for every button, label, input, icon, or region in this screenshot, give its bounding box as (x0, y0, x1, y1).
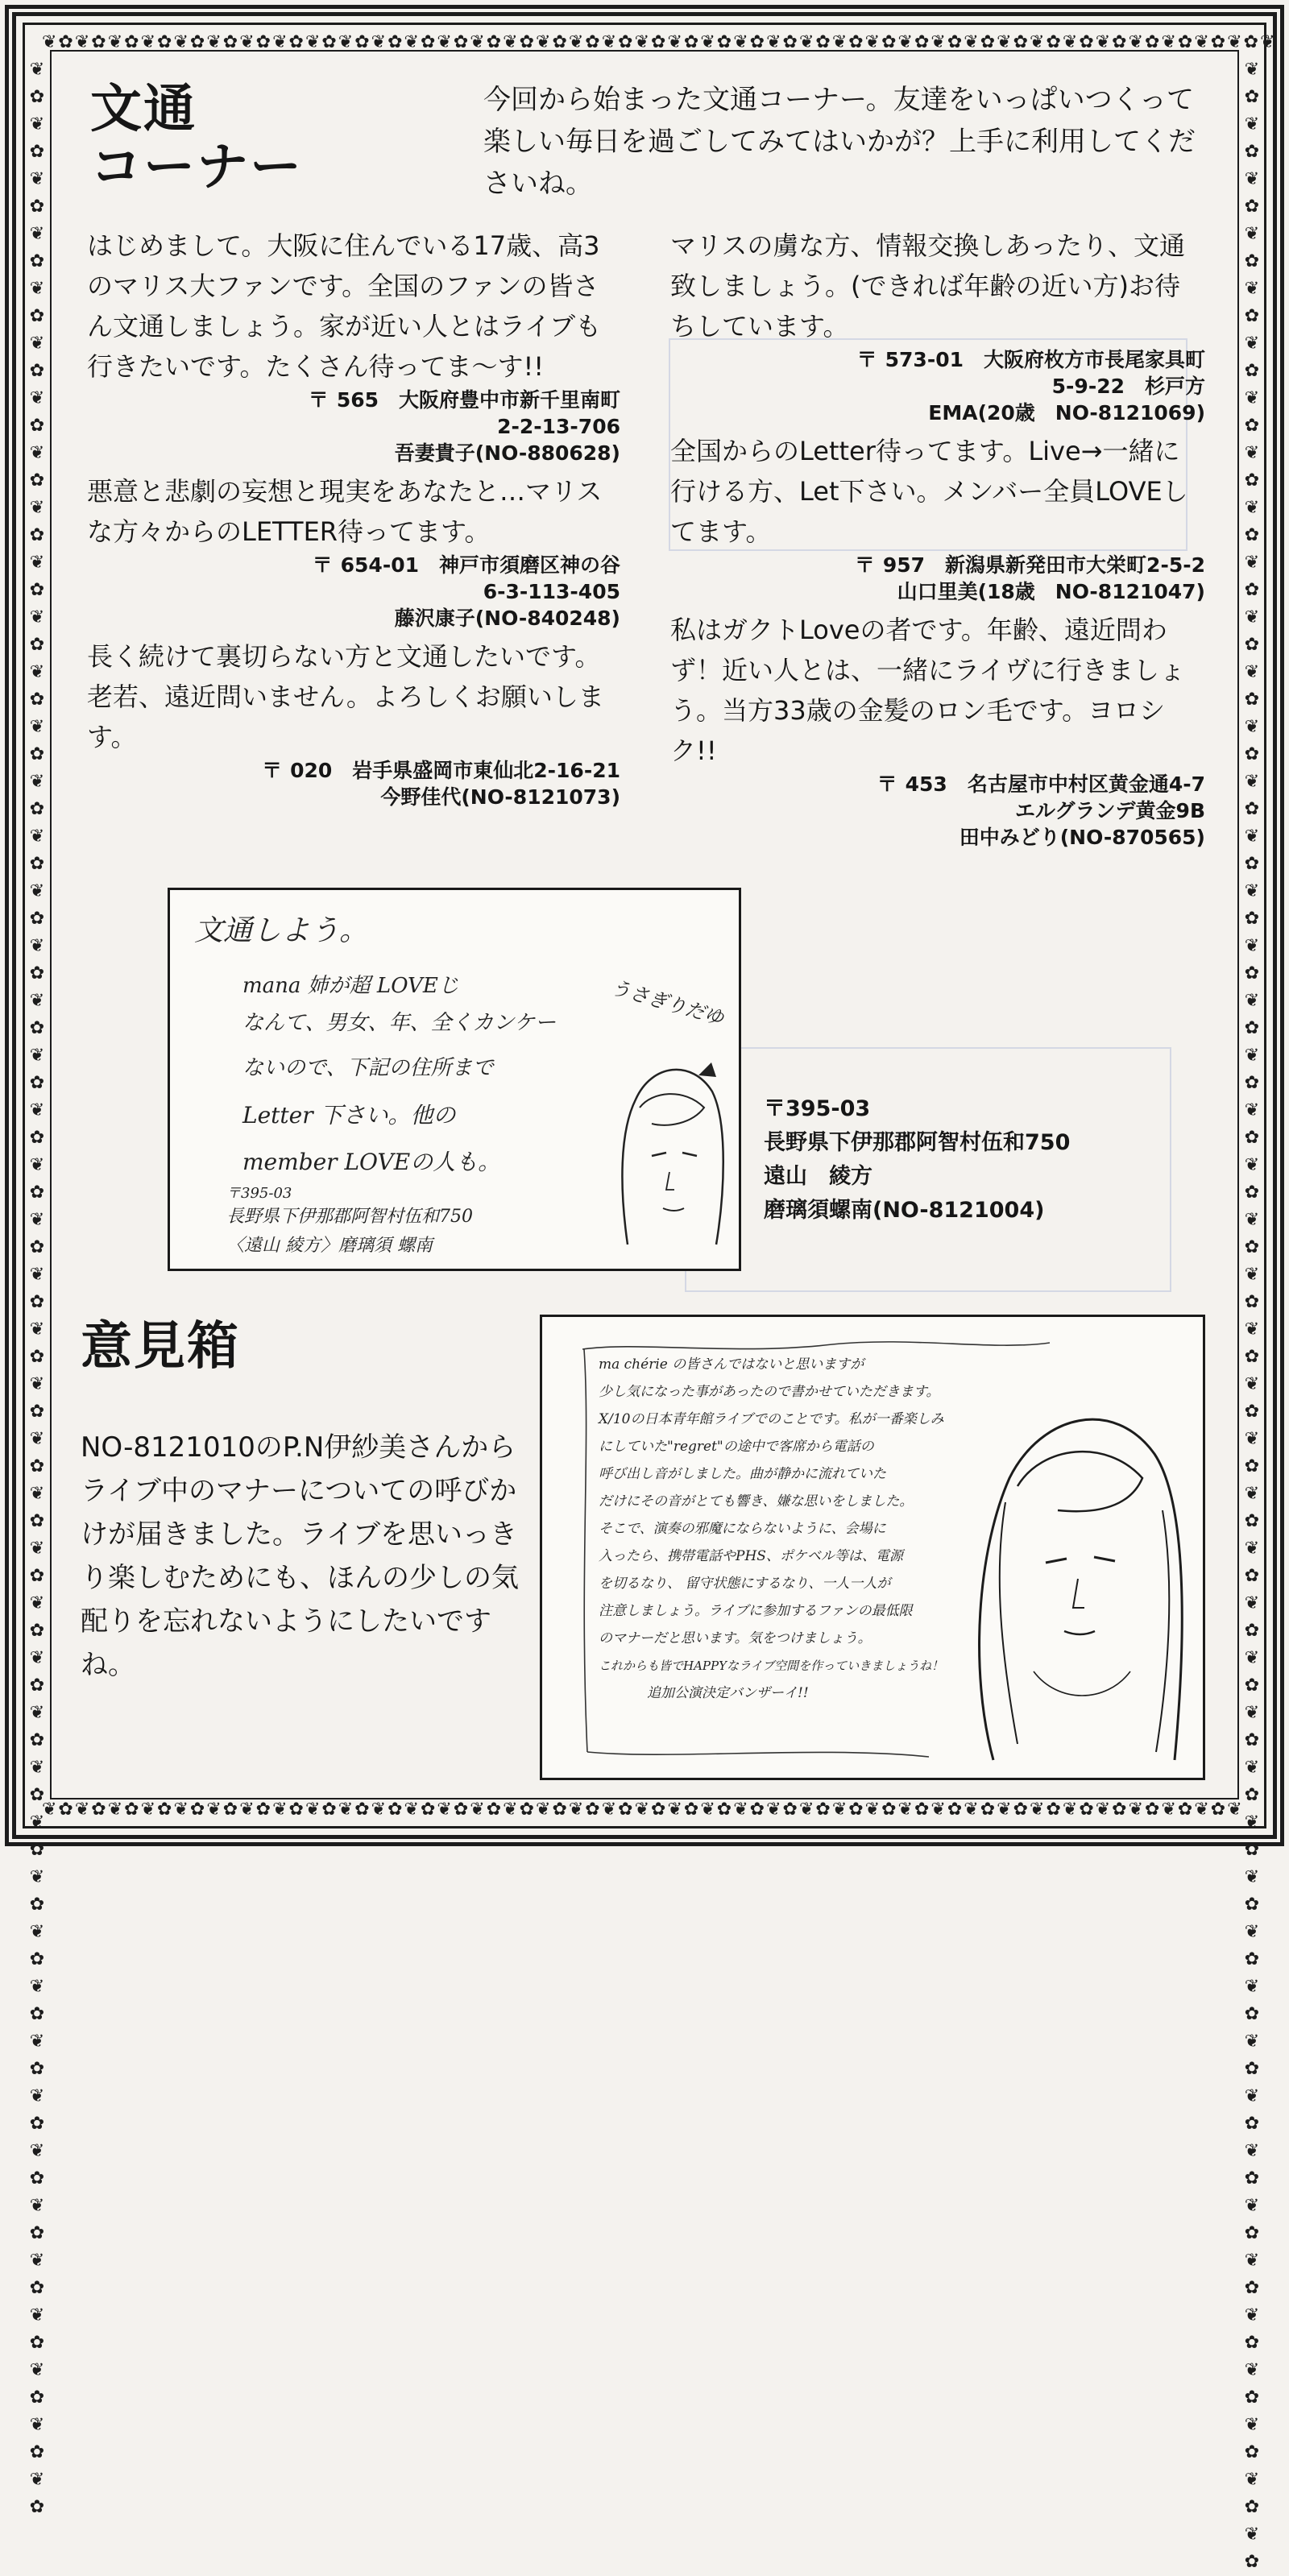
letter-line: これからも皆でHAPPYなライブ空間を作っていきましょうね！ (599, 1659, 944, 1673)
entry-name: 今野佳代(NO-8121073) (380, 785, 620, 809)
card-line: なんて、男女、年、全くカンケー (242, 1011, 556, 1035)
right-column-entries (670, 226, 1205, 855)
address-line-1: 654-01 神戸市須磨区神の谷 (340, 553, 620, 577)
letter-line: 注意しましょう。ライブに参加するファンの最低限 (599, 1603, 913, 1619)
address-line-2: 5-9-22 杉戸方 (1051, 375, 1205, 398)
bottom-ornament-row: ❦✿❦✿❦✿❦✿❦✿❦✿❦✿❦✿❦✿❦✿❦✿❦✿❦✿❦✿❦✿❦✿❦✿❦✿❦✿❦✿❦✿❦✿❦✿❦✿❦✿❦✿❦✿❦✿❦✿❦✿❦✿❦✿❦✿❦✿❦✿❦✿❦ (42, 1799, 1244, 1820)
entry-name: 田中みどり(NO-870565) (959, 826, 1205, 849)
card-line: ないので、下記の住所まで (242, 1056, 494, 1080)
entry-address (670, 346, 1205, 426)
postcode-icon: 〒 (262, 759, 283, 782)
postcode-icon: 〒 (312, 553, 333, 577)
card-line: Letter 下さい。他の (242, 1102, 456, 1129)
entry-name: 藤沢康子(NO-840248) (394, 607, 620, 630)
title-line-2: コーナー (90, 138, 303, 197)
card-line: 文通しよう。 (194, 914, 369, 947)
portrait-sketch (945, 1365, 1195, 1768)
letter-line: 入ったら、携帯電話やPHS、ポケベル等は、電源 (599, 1548, 903, 1564)
address-line-1: 957 新潟県新発田市大栄町2-5-2 (882, 553, 1205, 577)
pen-pal-entry (87, 226, 620, 466)
card-line: 〈遠山 綾方〉磨璃須 螺南 (226, 1236, 433, 1256)
entry-message: 全国からのLetter待ってます。Live→一緒に行ける方、Let下さい。メンバー全員LOVEしてます。 (670, 436, 1188, 547)
letter-line: を切るなり、 留守状態にするなり、一人一人が (599, 1576, 891, 1592)
entry-address (87, 387, 620, 466)
postcode-icon: 〒 (856, 348, 877, 371)
letter-line: 少し気になった事があったので書かせていただきます。 (599, 1384, 940, 1400)
address-line-1: 453 名古屋市中村区黄金通4-7 (905, 772, 1205, 796)
entry-name: 山口里美(18歳 NO-8121047) (897, 580, 1205, 603)
opinion-body: NO-8121010のP.N伊紗美さんからライブ中のマナーについての呼びかけが届きました。ライブを思いっきり楽しむためにも、ほんの少しの気配りを忘れないようにしたいですね。 (81, 1431, 519, 1681)
portrait-sketch (603, 1043, 732, 1261)
entry-message: 悪意と悲劇の妄想と現実をあなたと…マリスな方々からのLETTER待ってます。 (87, 476, 603, 547)
entry-message: 長く続けて裏切らない方と文通したいです。老若、遠近問いません。よろしくお願いします。 (87, 641, 604, 752)
pen-pal-entry (670, 226, 1205, 426)
entry-name: EMA(20歳 NO-8121069) (928, 401, 1205, 425)
card-address: 長野県下伊那郡阿智村伍和750 (764, 1130, 1071, 1155)
entry-address (87, 757, 620, 810)
entry-address (87, 552, 620, 632)
card-line: mana 姉が超 LOVEじ (242, 974, 459, 998)
address-line-2: エルグランデ黄金9B (1015, 799, 1205, 822)
letter-line: 呼び出し音がしました。曲が静かに流れていた (599, 1466, 886, 1482)
entry-message: はじめまして。大阪に住んでいる17歳、高3のマリス大ファンです。全国のファンの皆さん文通しましょう。家が近い人とはライブも行きたいです。たくさん待ってま〜す!! (87, 230, 602, 382)
letter-card (540, 1315, 1205, 1780)
letter-line: だけにその音がとても響き、嫌な思いをしました。 (599, 1493, 914, 1510)
postcode-icon: 〒 (877, 772, 897, 796)
card-line: 〒395-03 (226, 1185, 292, 1202)
letter-line: ma chérie の皆さんではないと思いますが (599, 1356, 864, 1373)
card-name: 遠山 綾方 (764, 1164, 872, 1189)
address-line-2: 2-2-13-706 (497, 415, 620, 438)
postcode-icon: 〒 (764, 1096, 785, 1121)
section-title-iken: 意見箱 (81, 1317, 240, 1377)
address-line-2: 6-3-113-405 (483, 580, 620, 603)
address-line-1: 565 大阪府豊中市新千里南町 (336, 388, 620, 412)
section-title-bunshin (90, 81, 303, 197)
postcode-icon: 〒 (308, 388, 329, 412)
pen-pal-entry (670, 431, 1205, 605)
title-line-1: 文通 (90, 80, 197, 139)
entry-address (670, 771, 1205, 851)
entry-address (670, 552, 1205, 605)
card-postcode: 〒395-03 (764, 1096, 871, 1121)
card-name-pn: 磨璃須螺南(NO-8121004) (764, 1198, 1045, 1223)
entry-message: マリスの虜な方、情報交換しあったり、文通致しましょう。(できれば年齢の近い方)お待ちしています。 (670, 230, 1186, 342)
letter-line: X/10の日本青年館ライブでのことです。私が一番楽しみ (599, 1411, 944, 1427)
entry-message: 私はガクトLoveの者です。年齢、遠近問わず！近い人とは、一緒にライヴに行きましょう。当方33歳の金髪のロン毛です。ヨロシク!! (670, 615, 1186, 766)
top-ornament-row: ❦✿❦✿❦✿❦✿❦✿❦✿❦✿❦✿❦✿❦✿❦✿❦✿❦✿❦✿❦✿❦✿❦✿❦✿❦✿❦✿❦✿❦✿❦✿❦✿❦✿❦✿❦✿❦✿❦✿❦✿❦✿❦✿❦✿❦✿❦✿❦✿❦✿❦ (42, 32, 1277, 52)
letter-line: そこで、演奏の邪魔にならないように、会場に (599, 1521, 886, 1537)
pen-pal-entry (670, 610, 1205, 851)
intro-text: 今回から始まった文通コーナー。友達をいっぱいつくって楽しい毎日を過ごしてみてはいかが？上手に利用してくださいね。 (483, 84, 1196, 200)
card-side-note: うさぎりだゆ (608, 975, 727, 1030)
address-line-1: 573-01 大阪府枚方市長尾家具町 (885, 348, 1205, 371)
entry-name: 吾妻貴子(NO-880628) (394, 441, 620, 465)
handwritten-card (168, 888, 741, 1271)
postcode-icon: 〒 (854, 553, 875, 577)
card-address-block (764, 1092, 1215, 1228)
card-line: member LOVEの人も。 (242, 1149, 501, 1175)
right-ornament-column: ❦✿❦✿❦✿❦✿❦✿❦✿❦✿❦✿❦✿❦✿❦✿❦✿❦✿❦✿❦✿❦✿❦✿❦✿❦✿❦✿❦✿❦✿❦✿❦✿❦✿❦✿❦✿❦✿❦✿❦✿❦✿❦✿❦✿❦✿❦✿❦✿❦✿❦✿❦✿❦✿❦✿❦✿❦✿❦✿❦✿❦✿ (1244, 60, 1260, 2572)
pen-pal-entry (87, 471, 620, 632)
letter-line: にしていた"regret"の途中で客席から電話の (599, 1439, 874, 1455)
left-column-entries (87, 226, 620, 815)
letter-line: 追加公演決定バンザーイ!! (647, 1685, 809, 1701)
pen-pal-entry (87, 636, 620, 810)
card-line: 長野県下伊那郡阿智村伍和750 (226, 1207, 473, 1227)
left-ornament-column: ❦✿❦✿❦✿❦✿❦✿❦✿❦✿❦✿❦✿❦✿❦✿❦✿❦✿❦✿❦✿❦✿❦✿❦✿❦✿❦✿❦✿❦✿❦✿❦✿❦✿❦✿❦✿❦✿❦✿❦✿❦✿❦✿❦✿❦✿❦✿❦✿❦✿❦✿❦✿❦✿❦✿❦✿❦✿❦✿❦✿ (29, 60, 45, 2517)
letter-line: のマナーだと思います。気をつけましょう。 (599, 1630, 872, 1646)
address-line-1: 020 岩手県盛岡市東仙北2-16-21 (290, 759, 620, 782)
